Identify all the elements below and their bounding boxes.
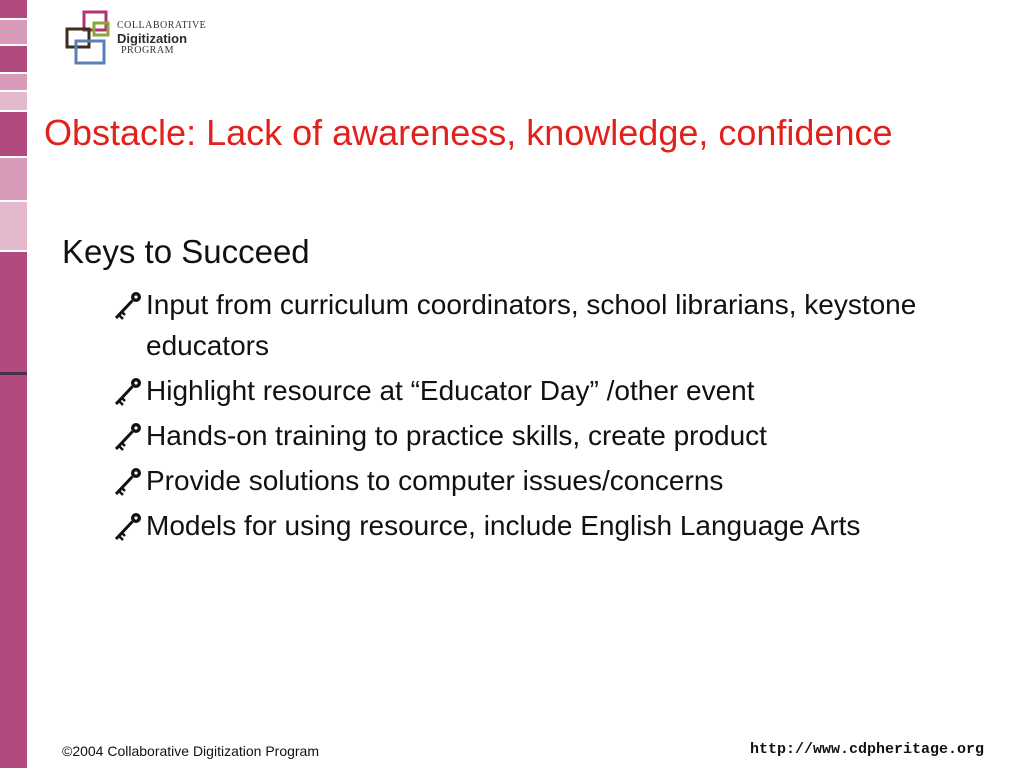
cdp-logo bbox=[64, 9, 207, 69]
bullet-item bbox=[112, 505, 992, 546]
logo-wordmark bbox=[117, 21, 206, 56]
bullet-item bbox=[112, 460, 992, 501]
bullet-list bbox=[112, 284, 992, 550]
logo-mark-icon bbox=[64, 9, 116, 69]
bullet-text: Input from curriculum coordinators, school librarians, keystone educators bbox=[146, 289, 917, 361]
slide-title: Obstacle: Lack of awareness, knowledge, confidence bbox=[44, 112, 893, 153]
bullet-text: Hands-on training to practice skills, create product bbox=[146, 420, 767, 451]
logo-line-digitization: Digitization bbox=[117, 31, 188, 46]
footer-url-link[interactable]: http://www.cdpheritage.org bbox=[749, 741, 984, 758]
bullet-item bbox=[112, 370, 992, 411]
bullet-text: Models for using resource, include English Language Arts bbox=[146, 510, 861, 541]
bullet-item bbox=[112, 284, 992, 366]
footer-copyright: ©2004 Collaborative Digitization Program bbox=[62, 743, 319, 759]
logo-line-program: PROGRAM bbox=[121, 45, 174, 56]
bullet-text: Highlight resource at “Educator Day” /other event bbox=[146, 375, 755, 406]
key-icon bbox=[112, 511, 144, 543]
bullet-text: Provide solutions to computer issues/concerns bbox=[146, 465, 724, 496]
bullet-item bbox=[112, 415, 992, 456]
side-color-strip bbox=[0, 0, 27, 768]
key-icon bbox=[112, 421, 144, 453]
logo-line-collaborative: COLLABORATIVE bbox=[117, 20, 207, 31]
section-heading: Keys to Succeed bbox=[62, 233, 310, 270]
key-icon bbox=[112, 466, 144, 498]
key-icon bbox=[112, 376, 144, 408]
key-icon bbox=[112, 290, 144, 322]
